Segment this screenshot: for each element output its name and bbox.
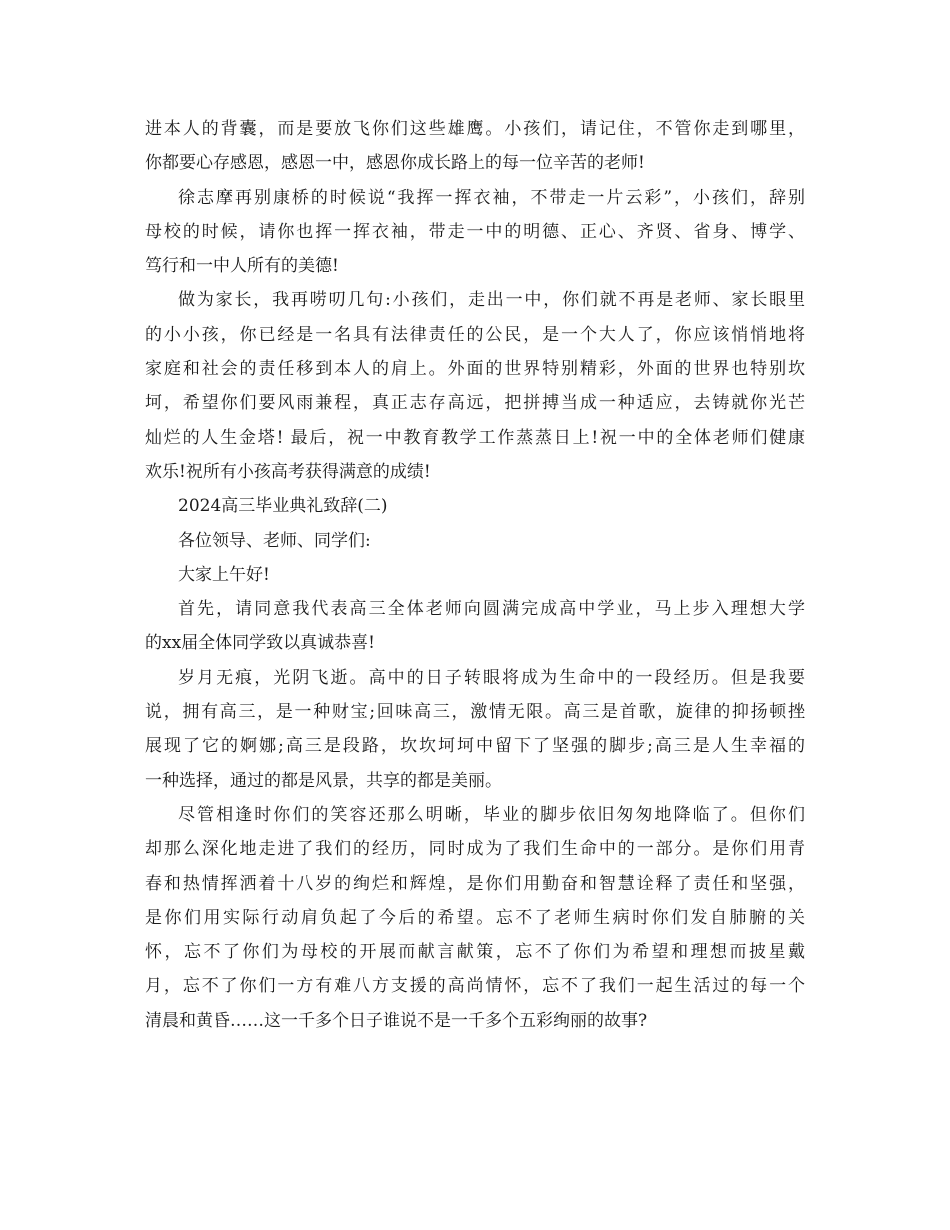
text-line: 一种选择，通过的都是风景，共享的都是美丽。 — [145, 770, 502, 791]
text-line: 却那么深化地走进了我们的经历，同时成为了我们生命中的一部分。是你们用青 — [145, 839, 805, 860]
text-line: 你都要心存感恩，感恩一中，感恩你成长路上的每一位辛苦的老师! — [145, 153, 645, 174]
text-line: 春和热情挥洒着十八岁的绚烂和辉煌，是你们用勤奋和智慧诠释了责任和坚强， — [145, 873, 805, 894]
text-line: 大家上午好! — [178, 564, 270, 585]
text-line: 做为家长，我再唠叨几句:小孩们，走出一中，你们就不再是老师、家长眼里 — [178, 290, 805, 311]
text-line: 是你们用实际行动肩负起了今后的希望。忘不了老师生病时你们发自肺腑的关 — [145, 907, 805, 928]
text-line: 月，忘不了你们一方有难八方支援的高尚情怀，忘不了我们一起生活过的每一个 — [145, 976, 805, 997]
text-line: 岁月无痕，光阴飞逝。高中的日子转眼将成为生命中的一段经历。但是我要 — [178, 667, 805, 688]
text-line: 尽管相逢时你们的笑容还那么明晰，毕业的脚步依旧匆匆地降临了。但你们 — [178, 804, 805, 825]
text-line: 徐志摩再别康桥的时候说“我挥一挥衣袖，不带走一片云彩”，小孩们，辞别 — [178, 187, 805, 208]
text-line: 怀，忘不了你们为母校的开展而献言献策，忘不了你们为希望和理想而披星戴 — [145, 942, 805, 963]
text-line: 各位领导、老师、同学们: — [178, 530, 371, 551]
text-line: 家庭和社会的责任移到本人的肩上。外面的世界特别精彩，外面的世界也特别坎 — [145, 359, 805, 380]
text-line: 首先，请同意我代表高三全体老师向圆满完成高中学业，马上步入理想大学 — [178, 599, 805, 620]
document-body — [145, 112, 805, 1038]
text-line: 欢乐!祝所有小孩高考获得满意的成绩! — [145, 461, 431, 482]
text-line: 清晨和黄昏……这一千多个日子谁说不是一千多个五彩绚丽的故事? — [145, 1010, 648, 1031]
text-line: 的xx届全体同学致以真诚恭喜! — [145, 633, 376, 654]
text-line: 灿烂的人生金塔! 最后，祝一中教育教学工作蒸蒸日上!祝一中的全体老师们健康 — [145, 427, 805, 448]
text-line: 笃行和一中人所有的美德! — [145, 256, 339, 277]
text-line: 坷，希望你们要风雨兼程，真正志存高远，把拼搏当成一种适应，去铸就你光芒 — [145, 393, 805, 414]
text-line: 进本人的背囊，而是要放飞你们这些雄鹰。小孩们，请记住，不管你走到哪里， — [145, 119, 805, 139]
text-line: 说，拥有高三，是一种财宝;回味高三，激情无限。高三是首歌，旋律的抑扬顿挫 — [145, 702, 805, 723]
text-line: 展现了它的婀娜;高三是段路，坎坎坷坷中留下了坚强的脚步;高三是人生幸福的 — [145, 736, 805, 757]
text-line: 母校的时候，请你也挥一挥衣袖，带走一中的明德、正心、齐贤、省身、博学、 — [145, 221, 805, 242]
text-line: 2024高三毕业典礼致辞(二) — [178, 496, 388, 517]
text-line: 的小小孩，你已经是一名具有法律责任的公民，是一个大人了，你应该悄悄地将 — [145, 324, 805, 345]
